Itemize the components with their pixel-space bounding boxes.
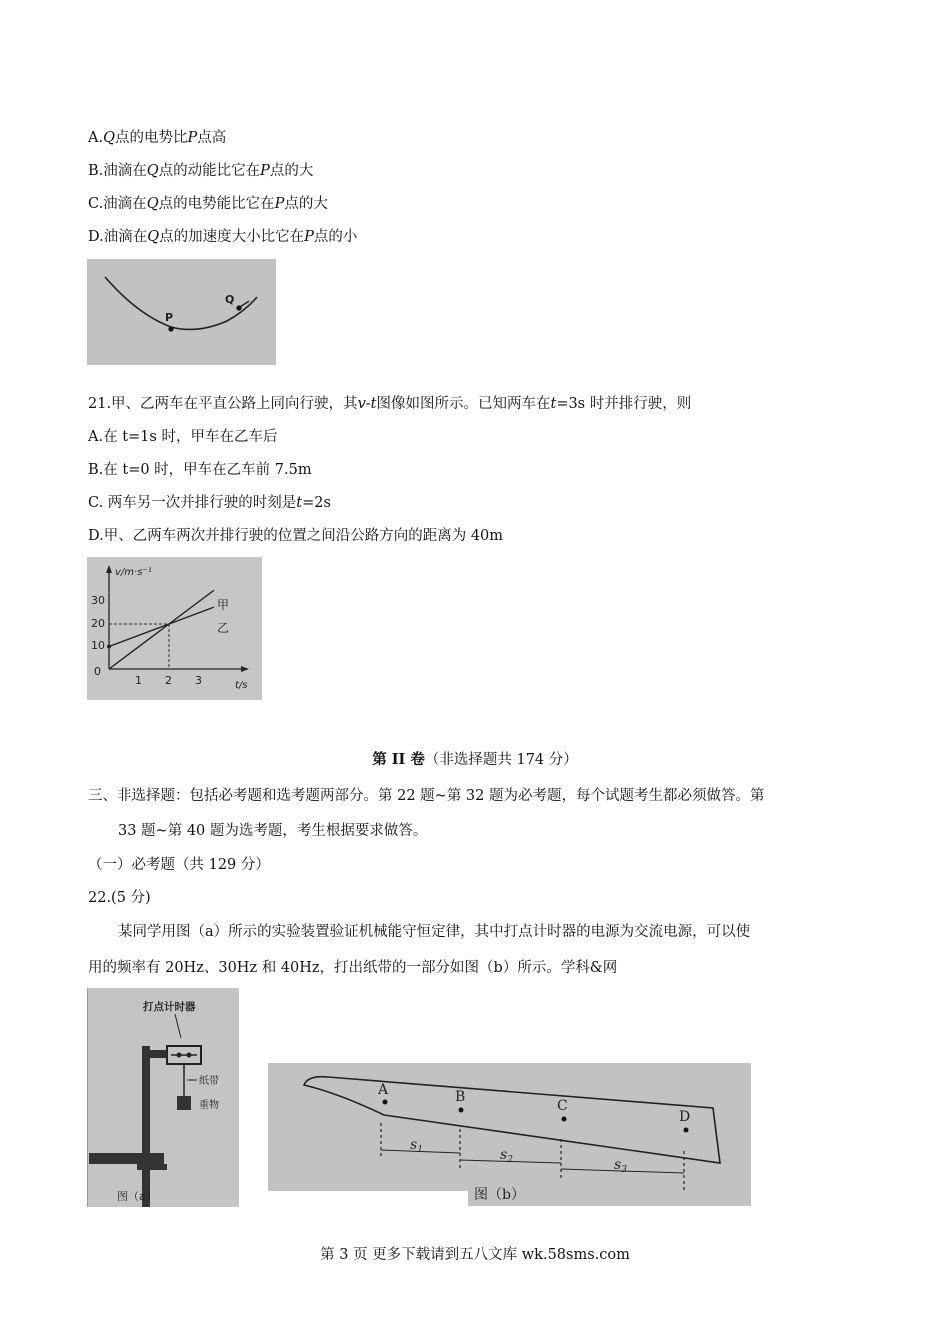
label-weight: 重物 [199,1100,219,1111]
y-axis-arrow [106,565,112,573]
q21-option-c: C. 两车另一次并排行驶的时刻是t=2s [88,495,331,511]
q20-option-d: D.油滴在Q点的加速度大小比它在P点的小 [88,229,358,245]
paper-tape-outline [304,1077,720,1163]
tape-point-a [383,1100,388,1105]
label-timer: 打点计时器 [143,1001,196,1013]
ytick-10: 10 [91,639,105,652]
q22-line2: 用的频率有 20Hz、30Hz 和 40Hz，打出纸带的一部分如图（b）所示。学科&网 [88,960,618,976]
ytick-0: 0 [94,665,101,678]
base-plate [89,1153,164,1164]
q21-option-a: A.在 t=1s 时，甲车在乙车后 [88,429,278,445]
xtick-1: 1 [135,674,142,687]
label-p: P [165,311,174,324]
series-jia-label: 甲 [217,598,230,612]
xtick-2: 2 [165,674,172,687]
caption-a: 图（a） [117,1190,157,1203]
label-s1: $s_1$ [410,1137,423,1155]
q22-line1: 某同学用图（a）所示的实验装置验证机械能守恒定律，其中打点计时器的电源为交流电源，可以使 [118,924,751,940]
tape-label-a: A [378,1082,389,1098]
q21-option-b: B.在 t=0 时，甲车在乙车前 7.5m [88,462,312,478]
ytick-20: 20 [91,617,105,630]
label-q: Q [225,293,235,306]
caption-b: 图（b） [474,1187,525,1203]
series-yi-start-point [107,645,111,649]
ytick-30: 30 [91,594,105,607]
point-p [168,326,173,331]
q21-option-d: D.甲、乙两车两次并排行驶的位置之间沿公路方向的距离为 40m [88,528,504,544]
q20-option-b: B.油滴在Q点的动能比它在P点的大 [88,163,314,179]
figure-b [268,1063,751,1206]
vt-graph [87,557,262,700]
label-s2: $s_2$ [500,1147,513,1165]
series-jia-line [109,590,214,669]
weight-block [177,1096,191,1110]
label-s3: $s_3$ [614,1157,627,1175]
vt-ylabel: v/m·s⁻¹ [115,567,152,578]
required-subtitle: （一）必考题（共 129 分） [88,857,270,873]
figure-a [87,988,239,1207]
q21-stem: 21.甲、乙两车在平直公路上同向行驶，其v-t图像如图所示。已知两车在t=3s 时并排行驶，则 [88,396,692,412]
q20-option-c: C.油滴在Q点的电势能比它在P点的大 [88,196,328,212]
page-footer: 第 3 页 更多下载请到五八文库 wk.58sms.com [320,1247,630,1263]
point-q [236,305,241,310]
tape-point-c [562,1117,567,1122]
section-title: 第 II 卷（非选择题共 174 分） [372,751,578,768]
series-yi-line [109,607,214,646]
q22-number: 22.(5 分) [88,890,151,906]
stand-pole [142,1046,150,1207]
x-axis-arrow [241,666,249,672]
section-intro-line2: 33 题~第 40 题为选考题，考生根据要求做答。 [118,823,428,839]
q20-option-a: A.Q点的电势比P点高 [88,130,227,146]
tape-point-d [684,1128,689,1133]
label-tape: 纸带 [199,1076,219,1087]
xtick-3: 3 [195,674,202,687]
tape-point-b [459,1108,464,1113]
tape-label-c: C [557,1098,568,1114]
tape-label-b: B [455,1089,466,1105]
series-yi-label: 乙 [217,621,230,635]
vt-xlabel: t/s [235,680,248,691]
section-intro-line1: 三、非选择题：包括必考题和选考题两部分。第 22 题~第 32 题为必考题，每个试题考生都必须做答。第 [88,788,765,804]
trajectory-figure [87,259,276,365]
tape-label-d: D [679,1109,691,1125]
